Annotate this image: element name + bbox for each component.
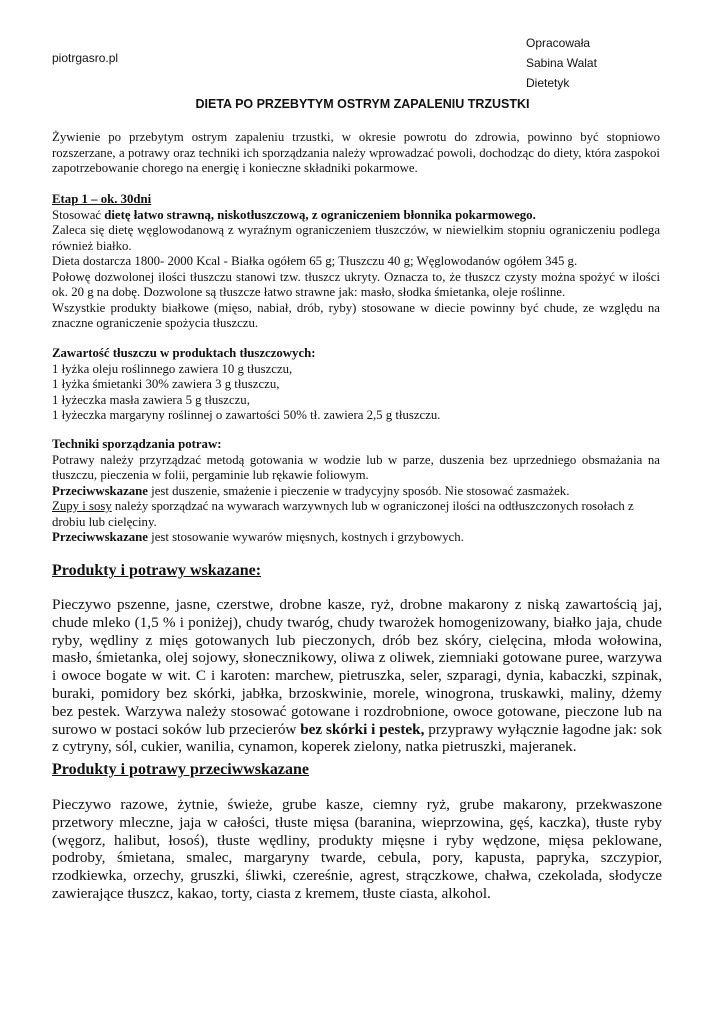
etap-paragraph-3: Dieta dostarcza 1800- 2000 Kcal - Białka ogółem 65 g; Tłuszczu 40 g; Węglowodanów ogółem 345 g. — [52, 254, 578, 268]
etap-section — [52, 192, 660, 332]
author-line-1: Opracowała — [526, 36, 591, 50]
tech-p3-rest: należy sporządzać na wywarach warzywnych lub w ograniczonej ilości na odtłuszczonych rosołach z drobiu lub cielęciny. — [52, 499, 634, 529]
document-title: DIETA PO PRZEBYTYM OSTRYM ZAPALENIU TRZUSTKI — [195, 97, 530, 111]
tech-p2-bold: Przeciwwskazane — [52, 483, 148, 498]
etap-line-1 — [52, 208, 660, 224]
contraindicated-heading: Produkty i potrawy przeciwwskazane — [52, 761, 310, 778]
etap-paragraph-2: Zaleca się dietę węglowodanową z wyraźnym ograniczeniem tłuszczów, w niewielkim stopniu ograniczeniu podlega również białko. — [52, 223, 660, 253]
tech-paragraph-3 — [52, 499, 660, 530]
etap-paragraph-5: Wszystkie produkty białkowe (mięso, nabiał, drób, ryby) stosowane w diecie powinny być chude, ze względu na znaczne ograniczenie spożycia tłuszczu. — [52, 300, 660, 330]
contraindicated-paragraph: Pieczywo razowe, żytnie, świeże, grube kasze, ciemny ryż, grube makarony, przekwaszone przetwory mleczne, jaja w całości, tłuste mięsa (baranina, wieprzowina, gęś, kaczka), tłuste ryby (węgorz, halibut, łosoś), tłuste wędliny, produkty mięsne i ryby wędzone, mięsa peklowane, podroby, śmietana, smalec, margaryny twarde, cebula, pory, kapusta, papryka, szczypior, rzodkiewka, orzechy, gruszki, śliwki, czereśnie, agrest, strączkowe, chałwa, czekolada, słodycze zawierające tłuszcz, kakao, torty, ciasta z kremem, tłuste ciasta, alkohol. — [52, 796, 662, 902]
author-block — [526, 33, 597, 93]
tech-paragraph-1: Potrawy należy przyrządzać metodą gotowania w wodzie lub w parze, duszenia bez uprzedniego obsmażania na tłuszczu, pieczenia w folii, pergaminie lub rękawie foliowym. — [52, 452, 660, 482]
fat-item: 1 łyżka śmietanki 30% zawiera 3 g tłuszczu, — [52, 377, 280, 391]
etap-paragraph-4: Połowę dozwolonej ilości tłuszczu stanowi tzw. tłuszcz ukryty. Oznacza to, że tłuszcz czysty można spożyć w ilości ok. 20 g na dobę. Dozwolone są tłuszcze łatwo strawne jak: masło, słodka śmietanka, oleje roślinne. — [52, 269, 660, 299]
site-name: piotrgasro.pl — [52, 51, 119, 65]
tech-paragraph-4 — [52, 530, 660, 546]
recommended-text-b: przyprawy wyłącznie łagodne jak: sok z cytryny, sól, cukier, wanilia, cynamon, koperek zielony, natka pietruszki, majeranek. — [52, 720, 663, 756]
recommended-paragraph — [52, 596, 662, 756]
fat-content-section — [52, 346, 660, 424]
fat-heading: Zawartość tłuszczu w produktach tłuszczowych: — [52, 346, 316, 360]
tech-p3-underlined: Zupy i sosy — [52, 499, 112, 513]
etap-line-1-prefix: Stosować — [52, 207, 105, 222]
techniques-section — [52, 437, 660, 546]
fat-item: 1 łyżeczka masła zawiera 5 g tłuszczu, — [52, 392, 250, 407]
tech-heading: Techniki sporządzania potraw: — [52, 437, 222, 451]
author-line-3: Dietetyk — [526, 76, 570, 90]
etap-line-1-bold: dietę łatwo strawną, niskotłuszczową, z ograniczeniem błonnika pokarmowego. — [104, 207, 536, 222]
tech-p4-bold: Przeciwwskazane — [52, 530, 148, 544]
tech-p4-rest: jest stosowanie wywarów mięsnych, kostnych i grzybowych. — [147, 530, 464, 544]
tech-paragraph-2 — [52, 484, 660, 500]
tech-p2-rest: jest duszenie, smażenie i pieczenie w tradycyjny sposób. Nie stosować zasmażek. — [147, 483, 570, 498]
fat-item: 1 łyżka oleju roślinnego zawiera 10 g tłuszczu, — [52, 361, 293, 376]
fat-item: 1 łyżeczka margaryny roślinnej o zawartości 50% tł. zawiera 2,5 g tłuszczu. — [52, 408, 441, 422]
recommended-text-bold: bez skórki i pestek, — [300, 720, 425, 738]
etap-heading: Etap 1 – ok. 30dni — [52, 192, 152, 206]
recommended-heading: Produkty i potrawy wskazane: — [52, 562, 262, 579]
author-line-2: Sabina Walat — [526, 56, 597, 70]
intro-paragraph: Żywienie po przebytym ostrym zapaleniu trzustki, w okresie powrotu do zdrowia, powinno być stopniowo rozszerzane, a potrawy oraz techniki ich sporządzania należy wprowadzać powoli, dochodząc do diety, która zaspokoi zapotrzebowanie chorego na energię i konieczne składniki pokarmowe. — [52, 130, 660, 175]
recommended-text-a: Pieczywo pszenne, jasne, czerstwe, drobne kasze, ryż, drobne makarony z niską zawartością jaj, chude mleko (1,5 % i poniżej), chudy twaróg, chudy twarożek homogenizowany, białko jaja, chude ryby, wędliny z mięs gotowanych lub pieczonych, drób bez skóry, cielęcina, młoda wołowina, masło, śmietanka, olej sojowy, słonecznikowy, oliwa z oliwek, ziemniaki gotowane puree, warzywa i owoce bogate w wit. C i karoten: marchew, pietruszka, seler, szparagi, dynia, kabaczki, szpinak, buraki, pomidory bez skórki, jabłka, brzoskwinie, morele, winogrona, truskawki, maliny, dżemy bez pestek. Warzywa należy stosować gotowane i rozdrobnione, owoce gotowane, pieczone lub na surowo w postaci soków lub przecierów — [52, 596, 662, 738]
